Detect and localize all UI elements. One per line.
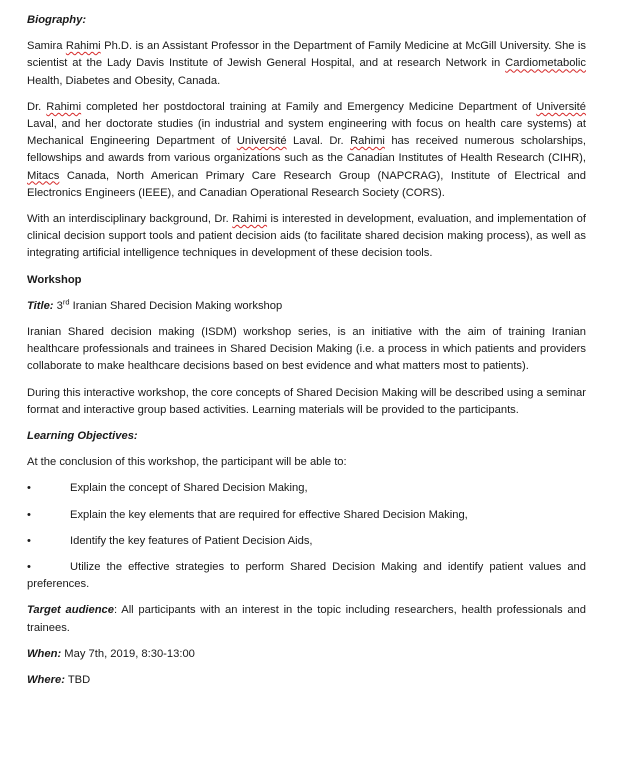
text-run: Laval. Dr. — [286, 135, 351, 148]
title-label: Title: — [27, 299, 54, 312]
biography-paragraph-1 — [27, 38, 586, 90]
spellcheck-word: Mitacs — [27, 169, 60, 182]
bullet-icon: • — [27, 561, 31, 574]
spellcheck-word: Université — [236, 135, 287, 148]
where-label: Where: — [27, 674, 65, 687]
objective-item — [27, 533, 586, 550]
text-run: Canada, North American Primary Care Research Group (NAPCRAG), Institute of Electrical and Electronics Engineers (IEEE), and Canadian Operational Research Society (CORS). — [27, 169, 586, 199]
objective-text: Identify the key features of Patient Decision Aids, — [70, 534, 313, 547]
spellcheck-word: Université — [536, 100, 587, 113]
when-line — [27, 646, 586, 663]
spellcheck-word: Rahimi — [65, 40, 101, 53]
biography-paragraph-2 — [27, 99, 586, 202]
when-text: May 7th, 2019, 8:30-13:00 — [61, 647, 195, 660]
workshop-paragraph-1: Iranian Shared decision making (ISDM) workshop series, is an initiative with the aim of training Iranian healthcare professionals and trainees in Shared Decision Making (i.e. a process in which patients and providers collaborate to make healthcare decisions based on best evidence and what matters most to patients). — [27, 326, 586, 373]
objective-text: Utilize the effective strategies to perform Shared Decision Making and identify patient values and preferences. — [27, 561, 586, 591]
bullet-icon: • — [27, 508, 31, 521]
workshop-heading: Workshop — [27, 273, 82, 286]
document-body — [27, 10, 586, 689]
workshop-paragraph-2: During this interactive workshop, the core concepts of Shared Decision Making will be described using a seminar format and interactive group based activities. Learning materials will be provided to the participants. — [27, 386, 586, 416]
text-run: completed her postdoctoral training at Family and Emergency Medicine Department of — [81, 100, 537, 113]
text-run: has received numerous scholarships, fellowships and awards from various organizations such as the Canadian Institutes of Health Research (CIHR), — [27, 135, 587, 165]
spellcheck-word: Rahimi — [46, 100, 82, 113]
text-run: is interested in development, evaluation, and implementation of clinical decision support tools and patient decision aids (to facilitate shared decision making process), as well as integrating artificial intelligence techniques in development of these decision tools. — [27, 213, 586, 260]
objective-item — [27, 559, 586, 593]
text-run: Laval, and her doctorate studies (in industrial and system engineering with focus on health care systems) at Mechanical Engineering Department of — [27, 118, 586, 148]
objectives-heading: Learning Objectives: — [27, 430, 138, 443]
title-ordinal: rd — [62, 297, 70, 307]
bullet-icon: • — [27, 534, 31, 547]
biography-paragraph-3 — [27, 211, 586, 263]
spellcheck-word: Rahimi — [350, 135, 385, 148]
text-run: Dr. — [27, 100, 47, 113]
spellcheck-word: Cardiometabolic — [505, 57, 586, 70]
objective-item — [27, 507, 586, 524]
text-run: Samira — [27, 40, 66, 53]
objective-text: Explain the key elements that are required for effective Shared Decision Making, — [70, 508, 468, 521]
workshop-title — [27, 298, 586, 315]
objective-item — [27, 480, 586, 497]
title-text: Iranian Shared Decision Making workshop — [69, 299, 283, 312]
objectives-intro: At the conclusion of this workshop, the participant will be able to: — [27, 456, 347, 469]
bullet-icon: • — [27, 482, 31, 495]
audience-text: : All participants with an interest in the topic including researchers, health professionals and trainees. — [27, 604, 586, 634]
where-line — [27, 672, 586, 689]
spellcheck-word: Rahimi — [232, 213, 268, 226]
where-text: TBD — [64, 674, 91, 687]
audience-label: Target audience — [27, 604, 115, 617]
text-run: With an interdisciplinary background, Dr. — [27, 213, 233, 226]
text-run: Ph.D. is an Assistant Professor in the Department of Family Medicine at McGill University. She is scientist at the Lady Davis Institute of Jewish General Hospital, and at research Network in — [27, 40, 587, 70]
when-label: When: — [27, 647, 62, 660]
title-number: 3 — [53, 299, 63, 312]
target-audience — [27, 602, 586, 636]
objective-text: Explain the concept of Shared Decision Making, — [70, 482, 308, 495]
text-run: Health, Diabetes and Obesity, Canada. — [27, 74, 221, 87]
biography-heading: Biography: — [27, 14, 87, 26]
